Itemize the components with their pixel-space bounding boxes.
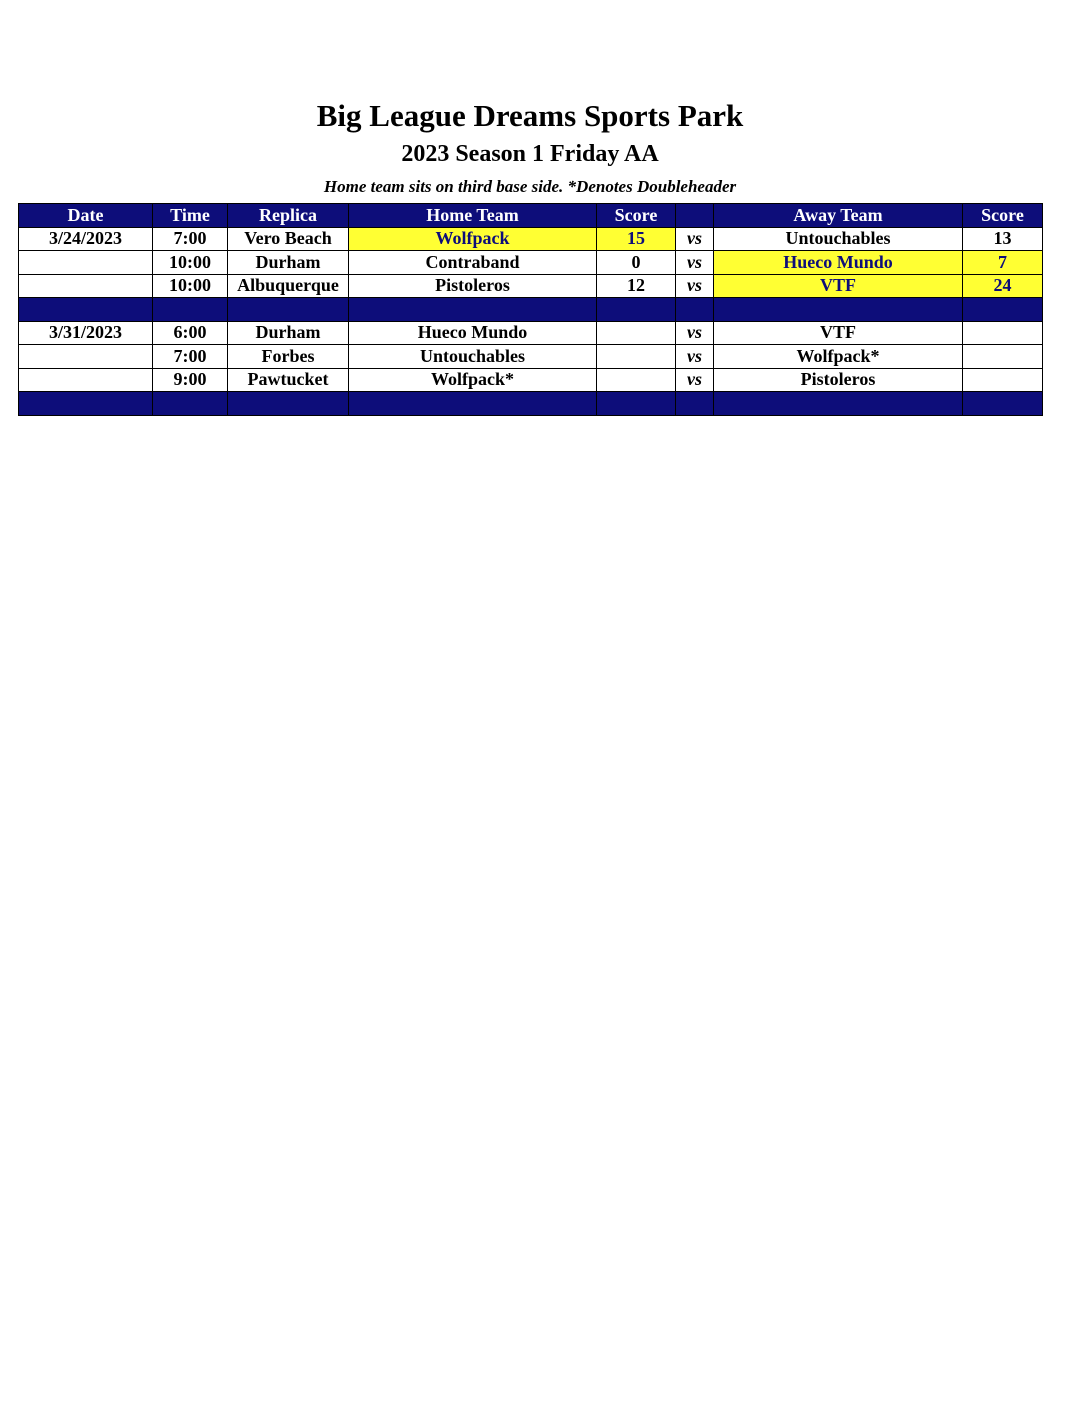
game-date	[19, 251, 153, 275]
table-row	[19, 321, 1043, 345]
home-team: Untouchables	[349, 345, 597, 369]
header-row	[19, 204, 1043, 228]
header-date: Date	[19, 204, 153, 228]
game-date	[19, 345, 153, 369]
away-team: Pistoleros	[714, 368, 963, 392]
vs-label: vs	[676, 251, 714, 275]
vs-label: vs	[676, 274, 714, 298]
header-away-score: Score	[963, 204, 1043, 228]
vs-label: vs	[676, 345, 714, 369]
game-replica: Durham	[228, 321, 349, 345]
table-row	[19, 345, 1043, 369]
header-replica: Replica	[228, 204, 349, 228]
table-row	[19, 274, 1043, 298]
header-home-score: Score	[597, 204, 676, 228]
away-team: VTF	[714, 321, 963, 345]
home-score: 0	[597, 251, 676, 275]
game-time: 10:00	[153, 274, 228, 298]
game-replica: Forbes	[228, 345, 349, 369]
header-vs	[676, 204, 714, 228]
header-home-team: Home Team	[349, 204, 597, 228]
vs-label: vs	[676, 368, 714, 392]
home-team: Contraband	[349, 251, 597, 275]
doubleheader-note: Home team sits on third base side. *Denotes Doubleheader	[323, 177, 737, 196]
game-time: 6:00	[153, 321, 228, 345]
game-replica: Vero Beach	[228, 227, 349, 251]
game-replica: Durham	[228, 251, 349, 275]
table-row	[19, 368, 1043, 392]
home-score	[597, 321, 676, 345]
game-time: 9:00	[153, 368, 228, 392]
game-replica: Pawtucket	[228, 368, 349, 392]
header-time: Time	[153, 204, 228, 228]
separator-row	[19, 392, 1043, 416]
schedule-table	[18, 203, 1043, 416]
home-team: Wolfpack*	[349, 368, 597, 392]
home-team: Pistoleros	[349, 274, 597, 298]
home-team: Wolfpack	[349, 227, 597, 251]
away-score: 13	[963, 227, 1043, 251]
table-row	[19, 251, 1043, 275]
away-score	[963, 321, 1043, 345]
game-date: 3/31/2023	[19, 321, 153, 345]
game-time: 7:00	[153, 345, 228, 369]
away-score: 7	[963, 251, 1043, 275]
game-time: 10:00	[153, 251, 228, 275]
away-team: Untouchables	[714, 227, 963, 251]
page-subtitle: 2023 Season 1 Friday AA	[401, 141, 659, 167]
away-score	[963, 368, 1043, 392]
game-time: 7:00	[153, 227, 228, 251]
away-team: VTF	[714, 274, 963, 298]
page-title: Big League Dreams Sports Park	[316, 98, 744, 133]
away-score: 24	[963, 274, 1043, 298]
vs-label: vs	[676, 321, 714, 345]
away-team: Hueco Mundo	[714, 251, 963, 275]
away-score	[963, 345, 1043, 369]
vs-label: vs	[676, 227, 714, 251]
game-date	[19, 274, 153, 298]
home-team: Hueco Mundo	[349, 321, 597, 345]
home-score: 15	[597, 227, 676, 251]
game-replica: Albuquerque	[228, 274, 349, 298]
game-date	[19, 368, 153, 392]
table-row	[19, 227, 1043, 251]
separator-row	[19, 298, 1043, 322]
home-score	[597, 368, 676, 392]
home-score: 12	[597, 274, 676, 298]
home-score	[597, 345, 676, 369]
away-team: Wolfpack*	[714, 345, 963, 369]
game-date: 3/24/2023	[19, 227, 153, 251]
header-away-team: Away Team	[714, 204, 963, 228]
